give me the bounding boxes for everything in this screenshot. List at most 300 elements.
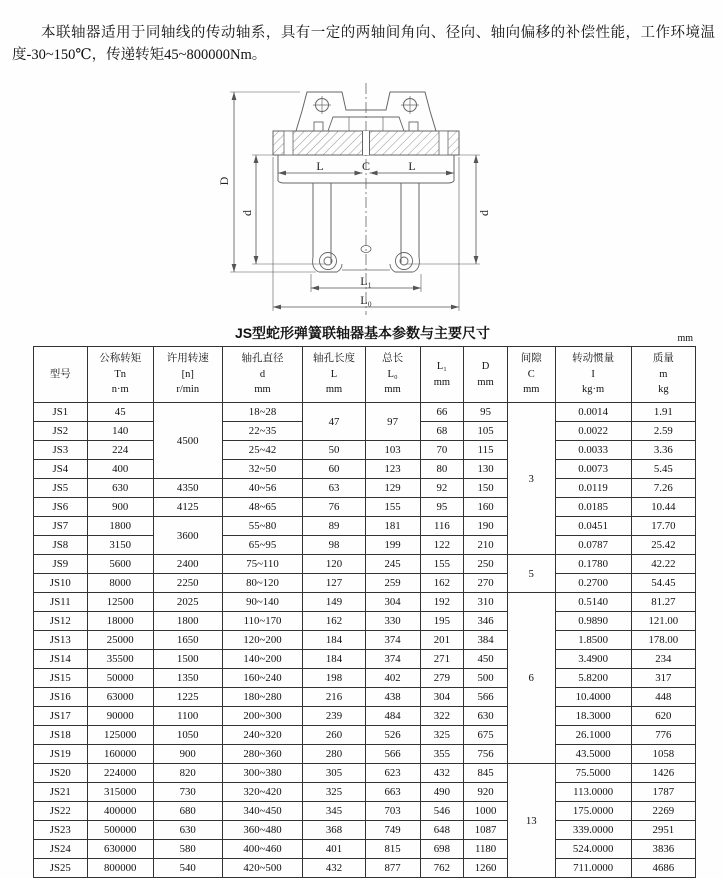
table-cell: 80 <box>420 460 464 479</box>
table-cell: 10.4000 <box>555 688 631 707</box>
table-cell: JS1 <box>34 403 88 422</box>
table-cell: 280 <box>303 745 365 764</box>
table-cell: 1.91 <box>631 403 695 422</box>
table-row <box>34 669 696 688</box>
band-bolt <box>284 131 293 155</box>
table-cell: 2269 <box>631 802 695 821</box>
table-cell: 325 <box>420 726 464 745</box>
table-cell: 360~480 <box>222 821 303 840</box>
table-cell: 122 <box>420 536 464 555</box>
table-cell: 1050 <box>153 726 222 745</box>
dim-label-L1: L₁ <box>360 273 372 288</box>
table-cell: 250 <box>464 555 508 574</box>
table-cell: JS8 <box>34 536 88 555</box>
table-cell: 630 <box>87 479 153 498</box>
table-cell: 55~80 <box>222 517 303 536</box>
table-cell: 711.0000 <box>555 859 631 878</box>
table-cell: 0.0033 <box>555 441 631 460</box>
table-cell: JS3 <box>34 441 88 460</box>
table-cell: 279 <box>420 669 464 688</box>
column-header: 质量 m kg <box>631 346 695 402</box>
table-cell: 3.36 <box>631 441 695 460</box>
table-cell: 401 <box>303 840 365 859</box>
dim-label-C: C <box>361 158 371 173</box>
table-cell: 50000 <box>87 669 153 688</box>
table-cell: JS15 <box>34 669 88 688</box>
table-cell: 63 <box>303 479 365 498</box>
table-cell: 54.45 <box>631 574 695 593</box>
table-cell: 432 <box>303 859 365 878</box>
table-cell: 322 <box>420 707 464 726</box>
table-cell: 76 <box>303 498 365 517</box>
table-cell: 368 <box>303 821 365 840</box>
table-cell: 4125 <box>153 498 222 517</box>
table-cell: 200~300 <box>222 707 303 726</box>
table-cell: 630000 <box>87 840 153 859</box>
table-cell: 0.0014 <box>555 403 631 422</box>
grease-fitting-icon <box>314 122 323 131</box>
table-cell: JS24 <box>34 840 88 859</box>
table-row <box>34 612 696 631</box>
table-cell: JS5 <box>34 479 88 498</box>
dim-label-L0: L₀ <box>360 292 372 307</box>
column-header: 轴孔直径 d mm <box>222 346 303 402</box>
table-cell: 43.5000 <box>555 745 631 764</box>
table-cell: 630 <box>153 821 222 840</box>
table-cell: 160000 <box>87 745 153 764</box>
table-cell: 756 <box>464 745 508 764</box>
table-cell: 374 <box>365 650 420 669</box>
column-header: 许用转速 [n] r/min <box>153 346 222 402</box>
table-cell: 1058 <box>631 745 695 764</box>
coupling-technical-drawing <box>176 81 556 319</box>
table-cell: 526 <box>365 726 420 745</box>
lifting-hole-icon <box>401 96 419 114</box>
table-cell: 3150 <box>87 536 153 555</box>
table-cell: 35500 <box>87 650 153 669</box>
table-cell: JS6 <box>34 498 88 517</box>
table-cell: 815 <box>365 840 420 859</box>
table-cell: 346 <box>464 612 508 631</box>
table-cell: 184 <box>303 631 365 650</box>
table-cell: JS25 <box>34 859 88 878</box>
table-cell: 5600 <box>87 555 153 574</box>
table-cell: 201 <box>420 631 464 650</box>
table-cell: 75~110 <box>222 555 303 574</box>
table-cell: 4686 <box>631 859 695 878</box>
table-cell: 32~50 <box>222 460 303 479</box>
table-cell: 3 <box>507 403 555 555</box>
table-cell: 199 <box>365 536 420 555</box>
table-cell: 50 <box>303 441 365 460</box>
table-cell: 1800 <box>153 612 222 631</box>
table-cell: 175.0000 <box>555 802 631 821</box>
table-cell: 0.0119 <box>555 479 631 498</box>
table-cell: 1087 <box>464 821 508 840</box>
table-row <box>34 783 696 802</box>
table-cell: 3.4900 <box>555 650 631 669</box>
table-cell: 18~28 <box>222 403 303 422</box>
table-cell: 8000 <box>87 574 153 593</box>
table-cell: 490 <box>420 783 464 802</box>
table-cell: 4500 <box>153 403 222 479</box>
table-cell: 2025 <box>153 593 222 612</box>
coupling-drawing-svg <box>176 81 556 319</box>
table-cell: 300~380 <box>222 764 303 783</box>
band-bolt <box>439 131 448 155</box>
table-cell: 877 <box>365 859 420 878</box>
table-cell: 198 <box>303 669 365 688</box>
table-cell: 0.0451 <box>555 517 631 536</box>
table-cell: 820 <box>153 764 222 783</box>
table-cell: JS19 <box>34 745 88 764</box>
table-row <box>34 479 696 498</box>
table-cell: 3836 <box>631 840 695 859</box>
table-row <box>34 574 696 593</box>
grease-fitting-icon <box>409 122 418 131</box>
dim-label-L-right: L <box>408 158 416 173</box>
table-cell: 115 <box>464 441 508 460</box>
table-cell: 70 <box>420 441 464 460</box>
table-cell: 500 <box>464 669 508 688</box>
table-cell: JS17 <box>34 707 88 726</box>
table-cell: JS22 <box>34 802 88 821</box>
intro-paragraph: 本联轴器适用于同轴线的传动轴系，具有一定的两轴间角向、径向、轴向偏移的补偿性能，工作环境温度-30~150℃，传递转矩45~800000Nm。 <box>12 24 715 63</box>
table-cell: 0.9890 <box>555 612 631 631</box>
table-cell: 150 <box>464 479 508 498</box>
table-row <box>34 460 696 479</box>
table-cell: 776 <box>631 726 695 745</box>
table-cell: 180~280 <box>222 688 303 707</box>
table-cell: 330 <box>365 612 420 631</box>
table-cell: 18.3000 <box>555 707 631 726</box>
table-cell: 162 <box>303 612 365 631</box>
table-cell: 90~140 <box>222 593 303 612</box>
table-cell: 448 <box>631 688 695 707</box>
table-cell: 762 <box>420 859 464 878</box>
table-cell: 245 <box>365 555 420 574</box>
table-cell: 98 <box>303 536 365 555</box>
table-cell: 65~95 <box>222 536 303 555</box>
table-cell: 730 <box>153 783 222 802</box>
table-row <box>34 631 696 650</box>
column-header: D mm <box>464 346 508 402</box>
table-cell: 5 <box>507 555 555 593</box>
table-cell: 120 <box>303 555 365 574</box>
table-cell: 320~420 <box>222 783 303 802</box>
table-cell: 5.8200 <box>555 669 631 688</box>
table-cell: 305 <box>303 764 365 783</box>
table-cell: 149 <box>303 593 365 612</box>
table-cell: 1787 <box>631 783 695 802</box>
table-cell: 190 <box>464 517 508 536</box>
table-row <box>34 536 696 555</box>
table-cell: JS13 <box>34 631 88 650</box>
table-cell: 620 <box>631 707 695 726</box>
table-cell: 304 <box>420 688 464 707</box>
table-title: JS型蛇形弹簧联轴器基本参数与主要尺寸 <box>234 324 491 341</box>
table-row <box>34 555 696 574</box>
table-cell: 240~320 <box>222 726 303 745</box>
table-cell: 26.1000 <box>555 726 631 745</box>
table-cell: 92 <box>420 479 464 498</box>
table-cell: 116 <box>420 517 464 536</box>
table-cell: 90000 <box>87 707 153 726</box>
table-cell: 105 <box>464 422 508 441</box>
table-cell: 95 <box>464 403 508 422</box>
table-cell: 5.45 <box>631 460 695 479</box>
table-cell: 623 <box>365 764 420 783</box>
dim-label-D: D <box>217 176 231 186</box>
table-cell: 210 <box>464 536 508 555</box>
table-cell: JS14 <box>34 650 88 669</box>
table-cell: 1.8500 <box>555 631 631 650</box>
table-cell: 224 <box>87 441 153 460</box>
table-row <box>34 441 696 460</box>
table-cell: 315000 <box>87 783 153 802</box>
table-row <box>34 745 696 764</box>
table-cell: 121.00 <box>631 612 695 631</box>
table-cell: 900 <box>87 498 153 517</box>
table-cell: 127 <box>303 574 365 593</box>
table-cell: 216 <box>303 688 365 707</box>
table-unit-label: mm <box>677 332 693 344</box>
table-cell: 675 <box>464 726 508 745</box>
table-cell: 2951 <box>631 821 695 840</box>
table-row <box>34 707 696 726</box>
table-cell: 400000 <box>87 802 153 821</box>
table-body <box>34 403 696 878</box>
table-cell: 181 <box>365 517 420 536</box>
table-cell: 566 <box>365 745 420 764</box>
table-row <box>34 840 696 859</box>
table-cell: 129 <box>365 479 420 498</box>
column-header: 型号 <box>34 346 88 402</box>
table-cell: 1650 <box>153 631 222 650</box>
table-cell: 60 <box>303 460 365 479</box>
table-cell: JS23 <box>34 821 88 840</box>
table-cell: 304 <box>365 593 420 612</box>
table-cell: 0.2700 <box>555 574 631 593</box>
table-cell: JS20 <box>34 764 88 783</box>
table-cell: 280~360 <box>222 745 303 764</box>
table-cell: 0.1780 <box>555 555 631 574</box>
table-cell: 6 <box>507 593 555 764</box>
table-cell: 680 <box>153 802 222 821</box>
table-cell: 260 <box>303 726 365 745</box>
table-cell: 259 <box>365 574 420 593</box>
table-cell: 0.5140 <box>555 593 631 612</box>
table-cell: 524.0000 <box>555 840 631 859</box>
table-cell: 7.26 <box>631 479 695 498</box>
table-cell: JS21 <box>34 783 88 802</box>
table-row <box>34 859 696 878</box>
table-cell: JS4 <box>34 460 88 479</box>
table-cell: 234 <box>631 650 695 669</box>
dim-label-L-left: L <box>316 158 324 173</box>
table-row <box>34 764 696 783</box>
table-cell: 648 <box>420 821 464 840</box>
table-cell: 125000 <box>87 726 153 745</box>
table-row <box>34 688 696 707</box>
table-cell: 0.0185 <box>555 498 631 517</box>
table-cell: 25.42 <box>631 536 695 555</box>
table-row <box>34 517 696 536</box>
table-cell: 2.59 <box>631 422 695 441</box>
dim-label-d-left: d <box>240 209 254 216</box>
table-row <box>34 593 696 612</box>
table-cell: 270 <box>464 574 508 593</box>
table-cell: JS18 <box>34 726 88 745</box>
table-cell: 355 <box>420 745 464 764</box>
table-cell: 1260 <box>464 859 508 878</box>
table-cell: 1225 <box>153 688 222 707</box>
table-cell: 103 <box>365 441 420 460</box>
table-cell: 66 <box>420 403 464 422</box>
table-cell: 140~200 <box>222 650 303 669</box>
table-cell: 1000 <box>464 802 508 821</box>
table-cell: 4350 <box>153 479 222 498</box>
table-cell: 845 <box>464 764 508 783</box>
table-cell: 325 <box>303 783 365 802</box>
table-cell: 500000 <box>87 821 153 840</box>
table-cell: 81.27 <box>631 593 695 612</box>
table-cell: 25~42 <box>222 441 303 460</box>
table-cell: 184 <box>303 650 365 669</box>
table-cell: 12500 <box>87 593 153 612</box>
hex-bolt-icon <box>320 252 337 269</box>
table-cell: 900 <box>153 745 222 764</box>
table-row <box>34 821 696 840</box>
table-cell: 140 <box>87 422 153 441</box>
table-cell: 546 <box>420 802 464 821</box>
table-cell: 110~170 <box>222 612 303 631</box>
table-cell: 160 <box>464 498 508 517</box>
table-cell: 75.5000 <box>555 764 631 783</box>
table-cell: 3600 <box>153 517 222 555</box>
table-cell: 178.00 <box>631 631 695 650</box>
table-cell: 40~56 <box>222 479 303 498</box>
column-header: 轴孔长度 L mm <box>303 346 365 402</box>
table-cell: 484 <box>365 707 420 726</box>
table-cell: 155 <box>365 498 420 517</box>
table-cell: 89 <box>303 517 365 536</box>
table-cell: 580 <box>153 840 222 859</box>
table-cell: 123 <box>365 460 420 479</box>
column-header: 总长 L₀ mm <box>365 346 420 402</box>
table-header-row <box>34 346 696 402</box>
table-cell: 25000 <box>87 631 153 650</box>
table-cell: 703 <box>365 802 420 821</box>
table-cell: 271 <box>420 650 464 669</box>
table-cell: JS9 <box>34 555 88 574</box>
lifting-hole-icon <box>313 96 331 114</box>
column-header: 公称转矩 Tn n·m <box>87 346 153 402</box>
table-cell: 317 <box>631 669 695 688</box>
table-cell: 540 <box>153 859 222 878</box>
table-cell: 2250 <box>153 574 222 593</box>
table-cell: 42.22 <box>631 555 695 574</box>
table-cell: 450 <box>464 650 508 669</box>
table-cell: 80~120 <box>222 574 303 593</box>
table-cell: 800000 <box>87 859 153 878</box>
table-cell: 155 <box>420 555 464 574</box>
table-cell: 402 <box>365 669 420 688</box>
table-cell: 95 <box>420 498 464 517</box>
table-cell: 1350 <box>153 669 222 688</box>
table-cell: 345 <box>303 802 365 821</box>
table-cell: JS16 <box>34 688 88 707</box>
table-cell: 400 <box>87 460 153 479</box>
table-row <box>34 403 696 422</box>
table-cell: 195 <box>420 612 464 631</box>
table-row <box>34 498 696 517</box>
table-cell: 1500 <box>153 650 222 669</box>
column-header: L₁ mm <box>420 346 464 402</box>
table-cell: JS2 <box>34 422 88 441</box>
table-cell: 1100 <box>153 707 222 726</box>
table-cell: 400~460 <box>222 840 303 859</box>
table-cell: 17.70 <box>631 517 695 536</box>
table-cell: 0.0787 <box>555 536 631 555</box>
table-cell: 224000 <box>87 764 153 783</box>
table-cell: 920 <box>464 783 508 802</box>
table-cell: 1180 <box>464 840 508 859</box>
table-cell: 192 <box>420 593 464 612</box>
table-row <box>34 802 696 821</box>
table-cell: 13 <box>507 764 555 878</box>
table-cell: 45 <box>87 403 153 422</box>
table-cell: 113.0000 <box>555 783 631 802</box>
table-cell: 0.0073 <box>555 460 631 479</box>
table-cell: 0.0022 <box>555 422 631 441</box>
table-cell: 340~450 <box>222 802 303 821</box>
table-row <box>34 726 696 745</box>
table-cell: 48~65 <box>222 498 303 517</box>
table-cell: 420~500 <box>222 859 303 878</box>
table-cell: JS7 <box>34 517 88 536</box>
table-cell: 2400 <box>153 555 222 574</box>
table-cell: 310 <box>464 593 508 612</box>
column-header: 间隙 C mm <box>507 346 555 402</box>
column-header: 转动惯量 I kg·m <box>555 346 631 402</box>
parameters-table <box>33 346 696 878</box>
table-cell: JS12 <box>34 612 88 631</box>
table-cell: 432 <box>420 764 464 783</box>
table-cell: 18000 <box>87 612 153 631</box>
table-cell: 63000 <box>87 688 153 707</box>
table-cell: 698 <box>420 840 464 859</box>
table-cell: JS11 <box>34 593 88 612</box>
table-cell: 10.44 <box>631 498 695 517</box>
table-cell: 120~200 <box>222 631 303 650</box>
table-row <box>34 650 696 669</box>
table-cell: 438 <box>365 688 420 707</box>
hex-bolt-icon <box>396 252 413 269</box>
table-cell: 22~35 <box>222 422 303 441</box>
table-cell: 47 <box>303 403 365 441</box>
table-cell: 1426 <box>631 764 695 783</box>
table-cell: 160~240 <box>222 669 303 688</box>
table-cell: 339.0000 <box>555 821 631 840</box>
table-cell: JS10 <box>34 574 88 593</box>
table-cell: 663 <box>365 783 420 802</box>
dim-label-d-right: d <box>477 209 491 216</box>
table-cell: 374 <box>365 631 420 650</box>
table-cell: 239 <box>303 707 365 726</box>
table-cell: 162 <box>420 574 464 593</box>
table-cell: 384 <box>464 631 508 650</box>
